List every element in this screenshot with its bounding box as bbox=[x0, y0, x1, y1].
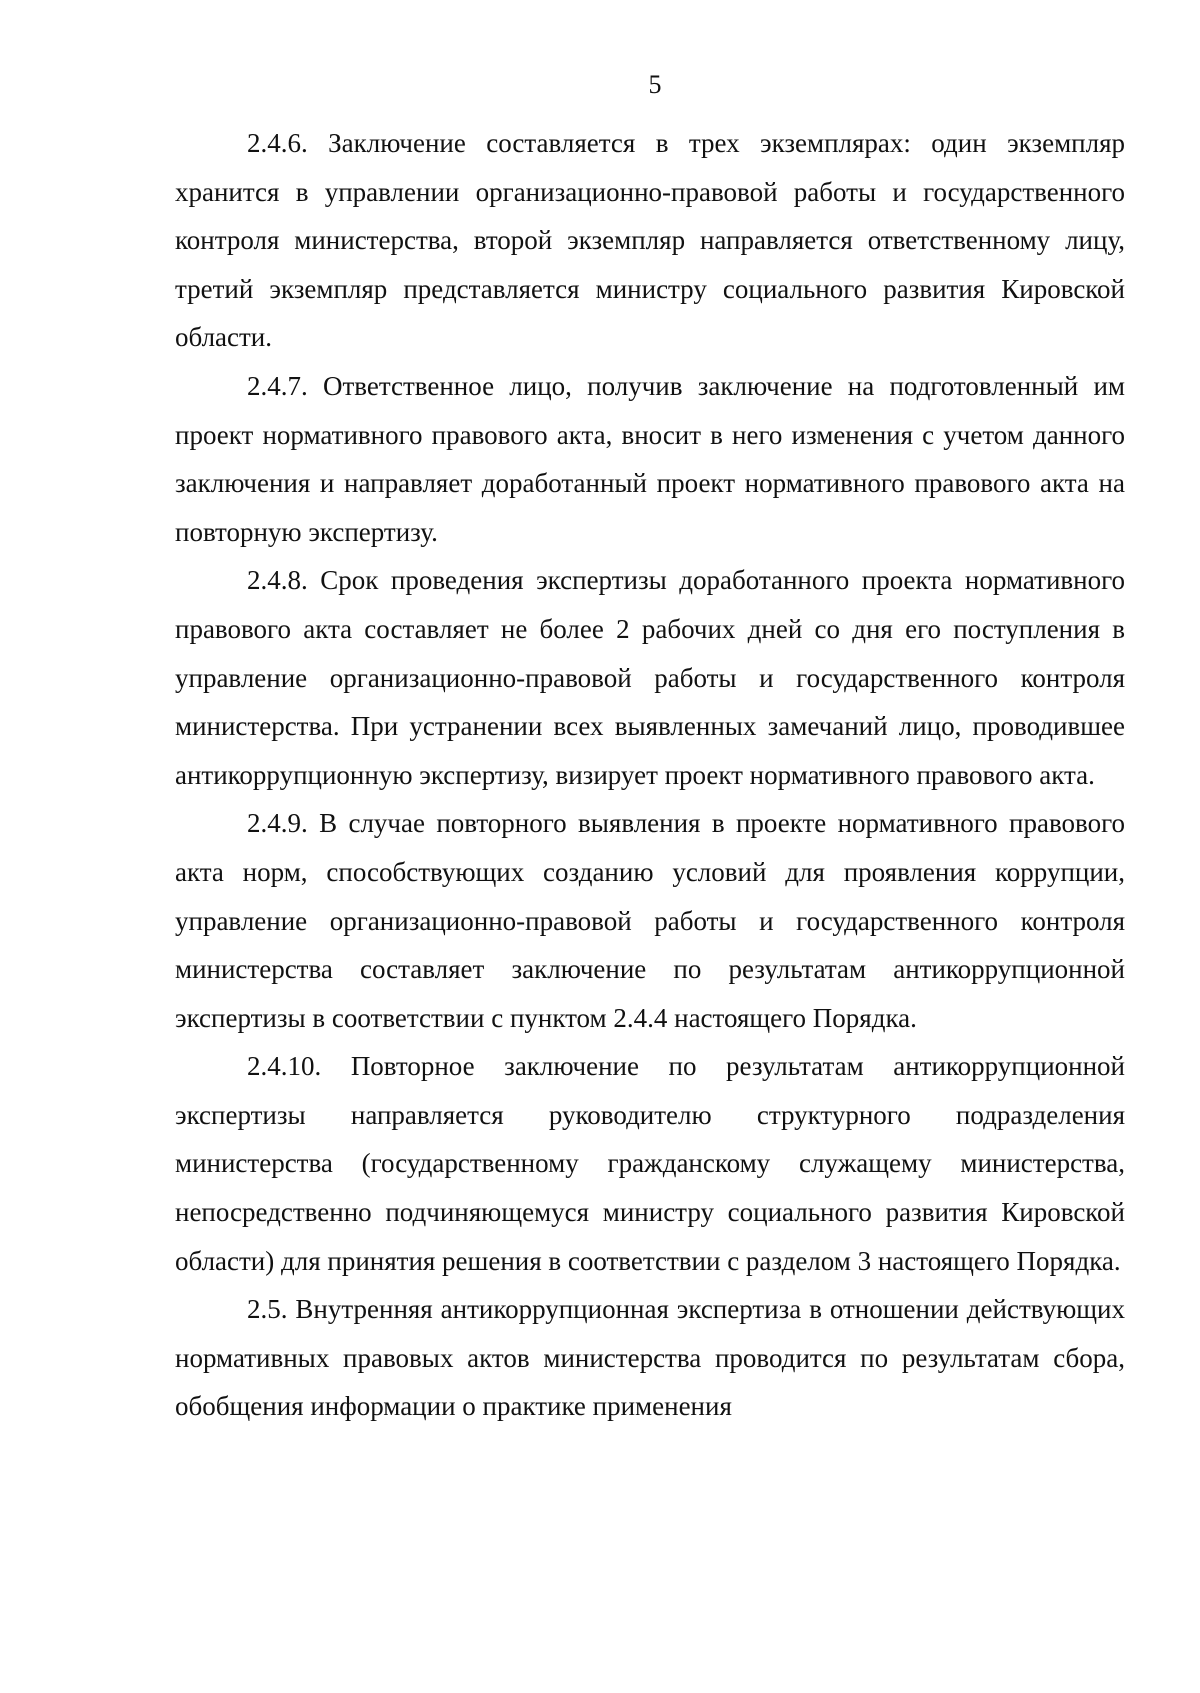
paragraph-2-4-9: 2.4.9. В случае повторного выявления в проекте нормативного правового акта норм, способствующих созданию условий для проявления коррупции, управление организационно-правовой работы и государственного контроля министерства составляет заключение по результатам антикоррупционной экспертизы в соответствии с пунктом 2.4.4 настоящего Порядка. bbox=[175, 808, 1125, 1033]
paragraph-2-5: 2.5. Внутренняя антикоррупционная экспертиза в отношении действующих нормативных правовых актов министерства проводится по результатам сбора, обобщения информации о практике применения bbox=[175, 1294, 1125, 1422]
document-body bbox=[175, 119, 1125, 1431]
paragraph-2-4-7: 2.4.7. Ответственное лицо, получив заключение на подготовленный им проект нормативного правового акта, вносит в него изменения с учетом данного заключения и направляет доработанный проект нормативного правового акта на повторную экспертизу. bbox=[175, 370, 1125, 547]
paragraph-2-4-8: 2.4.8. Срок проведения экспертизы доработанного проекта нормативного правового акта составляет не более 2 рабочих дней со дня его поступления в управление организационно-правовой работы и государственного контроля министерства. При устранении всех выявленных замечаний лицо, проводившее антикоррупционную экспертизу, визирует проект нормативного правового акта. bbox=[175, 565, 1125, 790]
paragraph-2-4-6: 2.4.6. Заключение составляется в трех экземплярах: один экземпляр хранится в управлении организационно-правовой работы и государственного контроля министерства, второй экземпляр направляется ответственному лицу, третий экземпляр представляется министру социального развития Кировской области. bbox=[175, 128, 1125, 353]
page-number: 5 bbox=[648, 70, 662, 99]
paragraph-2-4-10: 2.4.10. Повторное заключение по результатам антикоррупционной экспертизы направляется руководителю структурного подразделения министерства (государственному гражданскому служащему министерства, непосредственно подчиняющемуся министру социального развития Кировской области) для принятия решения в соответствии с разделом 3 настоящего Порядка. bbox=[175, 1051, 1125, 1276]
